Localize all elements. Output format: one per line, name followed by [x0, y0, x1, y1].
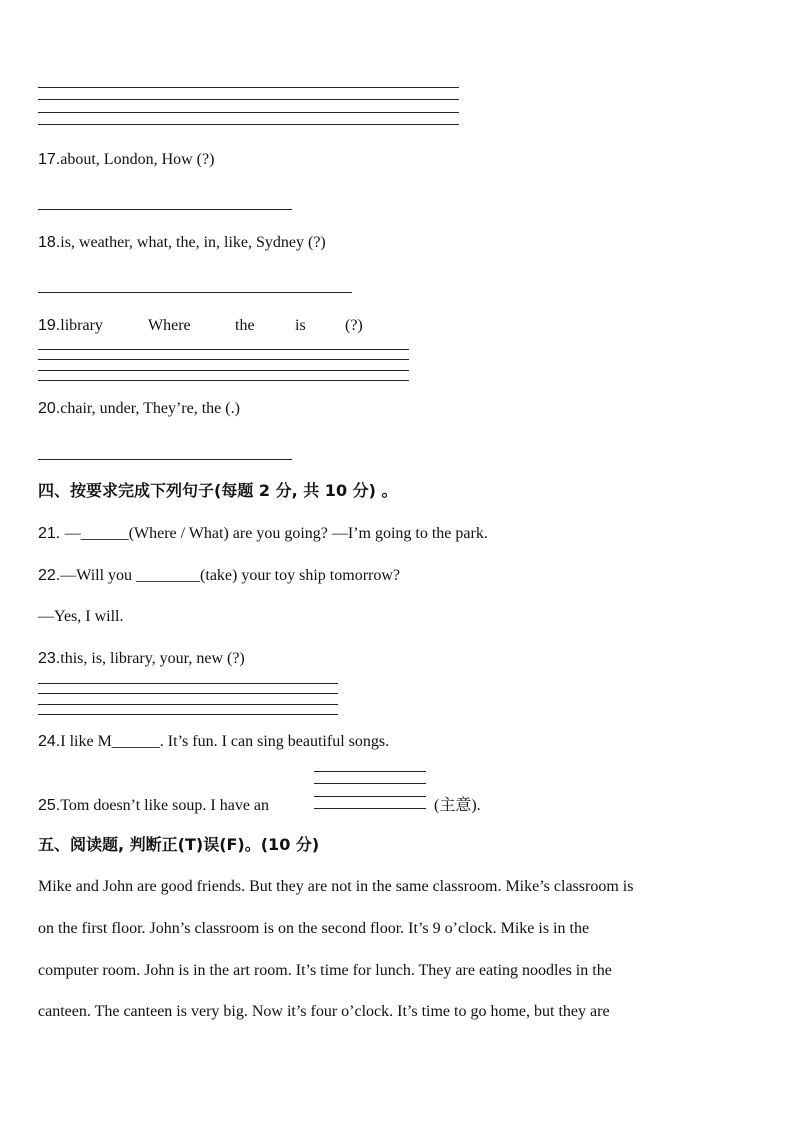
question-text: Tom doesn’t like soup. I have an — [60, 797, 270, 814]
answer-line[interactable] — [38, 99, 459, 100]
question-number: 18. — [38, 234, 61, 251]
answer-line[interactable] — [38, 704, 338, 705]
question-17 — [38, 150, 214, 170]
answer-line[interactable] — [38, 112, 459, 113]
answer-line[interactable] — [38, 124, 459, 125]
question-words: chair, under, They’re, the (.) — [60, 400, 240, 417]
word: is — [295, 317, 306, 334]
question-19 — [38, 316, 378, 336]
question-20 — [38, 399, 240, 419]
word: (?) — [345, 317, 363, 334]
answer-line[interactable] — [38, 380, 409, 381]
question-25-hint: (主意). — [434, 797, 481, 814]
question-text: —______(Where / What) are you going? —I’m going to the park. — [64, 525, 488, 542]
passage-line: on the first floor. John’s classroom is on the second floor. It’s 9 o’clock. Mike is in the — [38, 920, 590, 937]
question-number: 24. — [38, 733, 61, 750]
question-number: 20. — [38, 400, 61, 417]
answer-line[interactable] — [38, 459, 292, 460]
question-words: about, London, How (?) — [60, 151, 215, 168]
word: the — [235, 317, 255, 334]
answer-line[interactable] — [38, 693, 338, 694]
question-22-answer: —Yes, I will. — [38, 608, 124, 625]
answer-line[interactable] — [38, 349, 409, 350]
section-5-heading: 五、阅读题, 判断正(T)误(F)。(10 分) — [38, 835, 320, 854]
question-number: 25. — [38, 797, 61, 814]
question-24 — [38, 732, 389, 752]
question-23 — [38, 649, 245, 669]
question-number: 22. — [38, 567, 61, 584]
question-21 — [38, 524, 488, 544]
question-number: 21. — [38, 525, 65, 542]
answer-line[interactable] — [314, 808, 426, 809]
question-words: this, is, library, your, new (?) — [60, 650, 245, 667]
question-18 — [38, 233, 326, 253]
question-text: I like M______. It’s fun. I can sing beautiful songs. — [60, 733, 390, 750]
answer-line[interactable] — [314, 771, 426, 772]
answer-line[interactable] — [38, 209, 292, 210]
question-number: 19. — [38, 317, 61, 334]
question-22 — [38, 566, 400, 586]
answer-line[interactable] — [38, 683, 338, 684]
answer-line[interactable] — [38, 714, 338, 715]
question-25 — [38, 796, 269, 816]
passage-line: Mike and John are good friends. But they are not in the same classroom. Mike’s classroom is — [38, 878, 634, 895]
question-number: 17. — [38, 151, 61, 168]
passage-line: computer room. John is in the art room. It’s time for lunch. They are eating noodles in the — [38, 962, 612, 979]
word: library — [60, 317, 103, 334]
answer-line[interactable] — [38, 87, 459, 88]
question-words: is, weather, what, the, in, like, Sydney (?) — [60, 234, 326, 251]
question-number: 23. — [38, 650, 61, 667]
answer-line[interactable] — [314, 783, 426, 784]
answer-line[interactable] — [38, 292, 352, 293]
answer-line[interactable] — [314, 796, 426, 797]
word: Where — [148, 317, 191, 334]
passage-line: canteen. The canteen is very big. Now it’s four o’clock. It’s time to go home, but they are — [38, 1003, 610, 1020]
answer-line[interactable] — [38, 370, 409, 371]
answer-line[interactable] — [38, 359, 409, 360]
question-text: —Will you ________(take) your toy ship tomorrow? — [60, 567, 400, 584]
section-4-heading: 四、按要求完成下列句子(每题 2 分, 共 10 分) 。 — [38, 481, 398, 500]
